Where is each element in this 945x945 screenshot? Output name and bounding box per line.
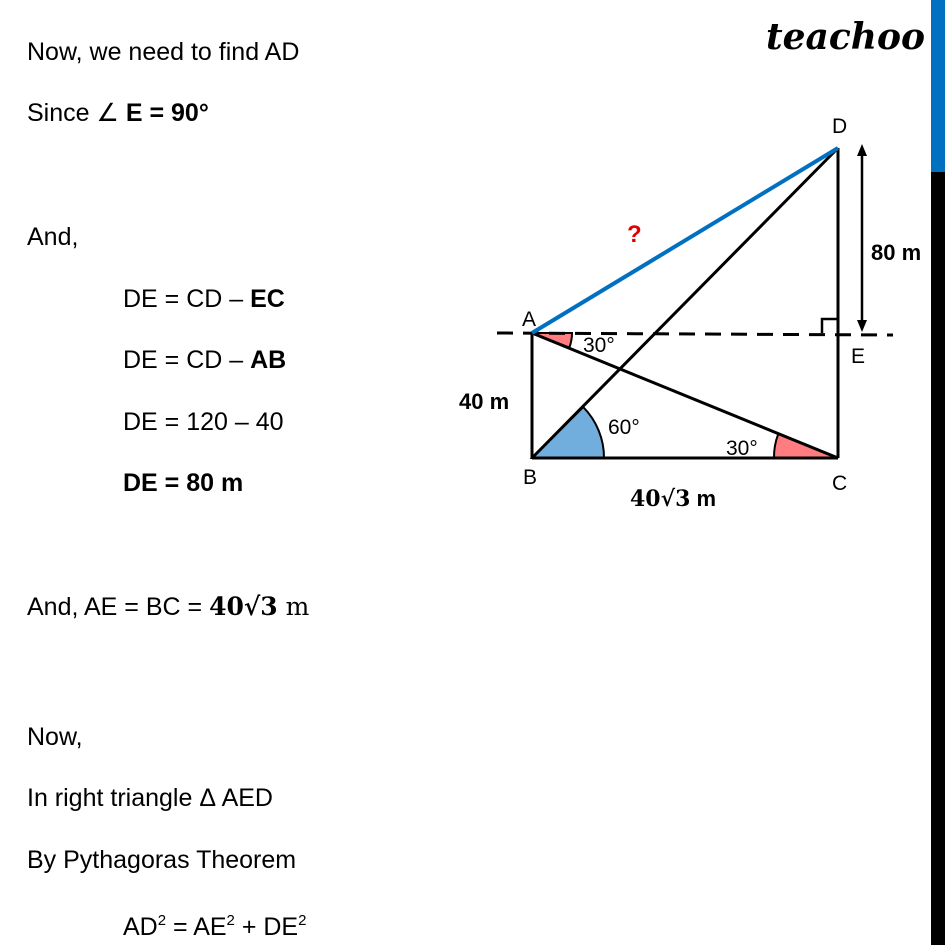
text-line-find-ad: Now, we need to find AD <box>27 38 300 66</box>
label-point-a: A <box>522 308 537 331</box>
label-point-c: C <box>832 472 848 495</box>
text-line-now: Now, <box>27 723 83 751</box>
text-line-and: And, <box>27 223 79 251</box>
base-value: 40√3 <box>630 486 691 512</box>
label-height-de: 80 m <box>871 240 922 265</box>
text-line-right-triangle: In right triangle Δ AED <box>27 784 273 812</box>
text-span: And, AE = BC = <box>27 593 210 621</box>
text-line-de-120-40: DE = 120 – 40 <box>123 408 284 436</box>
label-angle-b: 60° <box>608 416 640 439</box>
text-span-bold: E = 90° <box>125 99 209 127</box>
text-span: DE = CD – <box>123 346 251 374</box>
superscript: 2 <box>157 912 167 929</box>
text-line-de-80: DE = 80 m <box>123 469 244 497</box>
text-span: AD <box>123 913 158 941</box>
arrow-head-down-icon <box>857 320 867 332</box>
label-angle-c: 30° <box>726 437 758 460</box>
right-angle-mark <box>822 319 838 333</box>
text-span-bold: AB <box>250 346 287 374</box>
label-unknown-ad: ? <box>627 221 642 248</box>
label-height-ab: 40 m <box>459 389 510 414</box>
label-angle-a: 30° <box>583 334 615 357</box>
text-span-bold: EC <box>250 285 285 313</box>
superscript: 2 <box>226 912 235 929</box>
label-point-b: B <box>523 466 538 489</box>
superscript: 2 <box>298 912 307 929</box>
text-span: Since ∠ <box>27 99 126 127</box>
label-point-e: E <box>851 345 866 368</box>
math-unit: m <box>277 592 310 621</box>
text-span: = AE <box>166 913 227 941</box>
angle-b-60-fill <box>532 407 604 458</box>
horizontal-dashed-line <box>497 333 893 335</box>
text-span: DE = CD – <box>123 285 251 313</box>
text-span: + DE <box>234 913 299 941</box>
base-unit: m <box>690 486 717 511</box>
teachoo-logo: teachoo <box>766 16 925 58</box>
text-line-pythagoras: By Pythagoras Theorem <box>27 846 297 874</box>
segment-ad <box>532 148 838 333</box>
math-value: 40√3 <box>209 592 278 621</box>
label-point-d: D <box>832 115 848 138</box>
label-base-bc <box>630 486 716 512</box>
arrow-head-up-icon <box>857 144 867 156</box>
